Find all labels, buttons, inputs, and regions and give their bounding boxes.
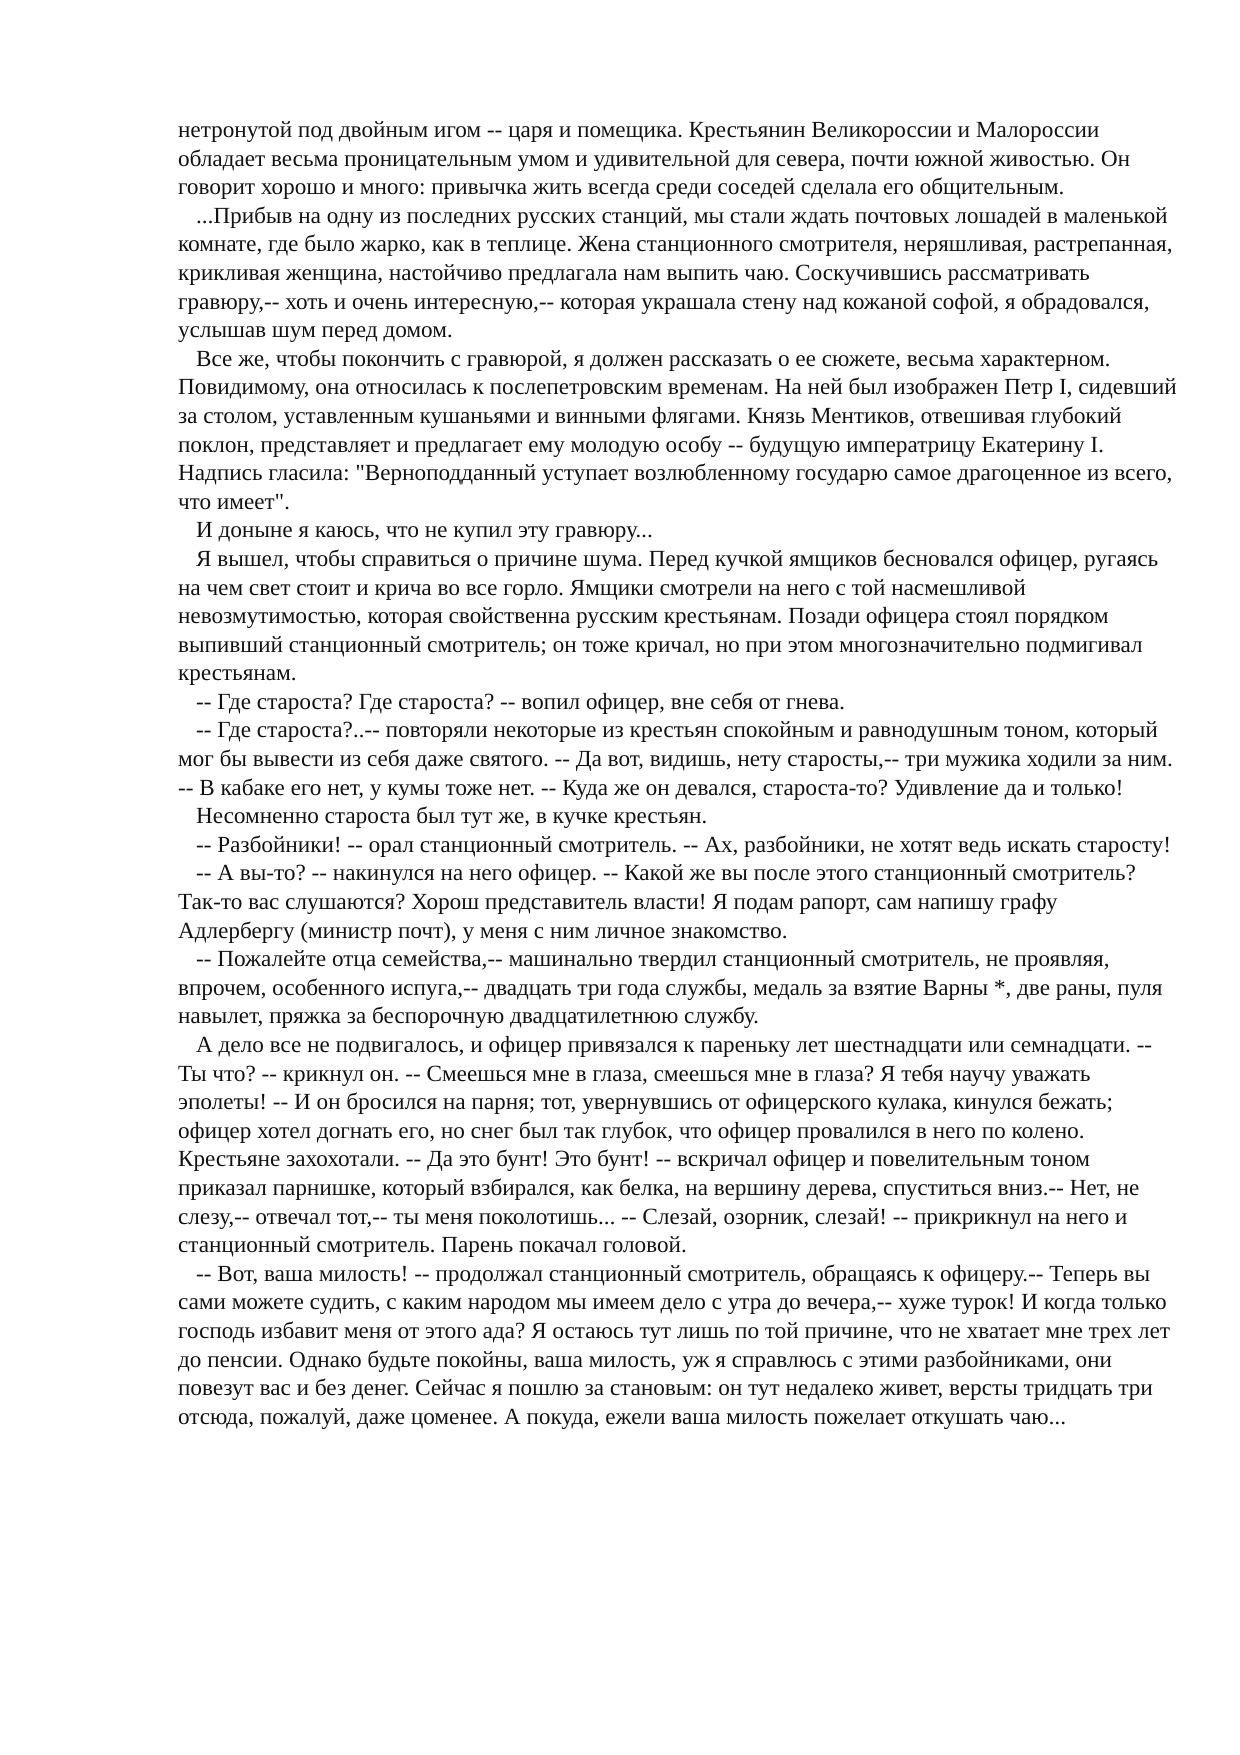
document-page [178, 116, 1178, 1431]
paragraph: Я вышел, чтобы справиться о причине шума. Перед кучкой ямщиков бесновался офицер, ругаясь на чем свет стоит и крича во все горло. Ямщики смотрели на него с той насмешливой невозмутимостью, которая свойственна русским крестьянам. Позади офицера стоял порядком выпивший станционный смотритель; он тоже кричал, но при этом многозначительно подмигивал крестьянам. [178, 545, 1159, 687]
paragraph: -- Где староста? Где староста? -- вопил офицер, вне себя от гнева. [196, 688, 845, 715]
paragraph: -- Где староста?..-- повторяли некоторые из крестьян спокойным и равнодушным тоном, который мог бы вывести из себя даже святого. -- Да вот, видишь, нету старосты,-- три мужика ходили за ним. -- В кабаке его нет, у кумы тоже нет. -- Куда же он девался, староста-то? Удивление да и только! [178, 717, 1173, 801]
paragraph: -- Вот, ваша милость! -- продолжал станционный смотритель, обращаясь к офицеру.-- Теперь вы сами можете судить, с каким народом мы имеем дело с утра до вечера,-- хуже турок! И когда только господь избавит меня от этого ада? Я остаюсь тут лишь по той причине, что не хватает мне трех лет до пенсии. Однако будьте покойны, ваша милость, уж я справлюсь с этими разбойниками, они повезут вас и без денег. Сейчас я пошлю за становым: он тут недалеко живет, версты тридцать три отсюда, пожалуй, даже цоменее. А покуда, ежели ваша милость пожелает откушать чаю... [178, 1260, 1171, 1430]
paragraph: -- Разбойники! -- орал станционный смотритель. -- Ах, разбойники, не хотят ведь искать старосту! [196, 831, 1171, 858]
paragraph: И доныне я каюсь, что не купил эту гравюру... [196, 517, 653, 544]
paragraph: ...Прибыв на одну из последних русских станций, мы стали ждать почтовых лошадей в маленькой комнате, где было жарко, как в теплице. Жена станционного смотрителя, неряшливая, растрепанная, крикливая женщина, настойчиво предлагала нам выпить чаю. Соскучившись рассматривать гравюру,-- хоть и очень интересную,-- которая украшала стену над кожаной софой, я обрадовался, услышав шум перед домом. [178, 202, 1173, 344]
paragraph: Несомненно староста был тут же, в кучке крестьян. [196, 803, 708, 830]
paragraph: Все же, чтобы покончить с гравюрой, я должен рассказать о ее сюжете, весьма характерном. Повидимому, она относилась к послепетровским временам. На ней был изображен Петр I, сидевший за столом, уставленным кушаньями и винными флягами. Князь Ментиков, отвешивая глубокий поклон, представляет и предлагает ему молодую особу -- будущую императрицу Екатерину I. Надпись гласила: "Верноподданный уступает возлюбленному государю самое драгоценное из всего, что имеет". [178, 345, 1177, 515]
paragraph: А дело все не подвигалось, и офицер привязался к пареньку лет шестнадцати или семнадцати. -- Ты что? -- крикнул он. -- Смеешься мне в глаза, смеешься мне в глаза? Я тебя научу уважать эполеты! -- И он бросился на парня; тот, увернувшись от офицерского кулака, кинулся бежать; офицер хотел догнать его, но снег был так глубок, что офицер провалился в него по колено. Крестьяне захохотали. -- Да это бунт! Это бунт! -- вскричал офицер и повелительным тоном приказал парнишке, который взбирался, как белка, на вершину дерева, спуститься вниз.-- Нет, не слезу,-- отвечал тот,-- ты меня поколотишь... -- Слезай, озорник, слезай! -- прикрикнул на него и станционный смотритель. Парень покачал головой. [178, 1032, 1153, 1259]
paragraph: -- Пожалейте отца семейства,-- машинально твердил станционный смотритель, не проявляя, впрочем, особенного испуга,-- двадцать три года службы, медаль за взятие Варны *, две раны, пуля навылет, пряжка за беспорочную двадцатилетнюю службу. [178, 946, 1163, 1030]
paragraph: -- А вы-то? -- накинулся на него офицер. -- Какой же вы после этого станционный смотритель? Так-то вас слушаются? Хорош представитель власти! Я подам рапорт, сам напишу графу Адлербергу (министр почт), у меня с ним личное знакомство. [178, 860, 1136, 944]
paragraph: нетронутой под двойным игом -- царя и помещика. Крестьянин Великороссии и Малороссии обладает весьма проницательным умом и удивительной для севера, почти южной живостью. Он говорит хорошо и много: привычка жить всегда среди соседей сделала его общительным. [178, 117, 1131, 201]
